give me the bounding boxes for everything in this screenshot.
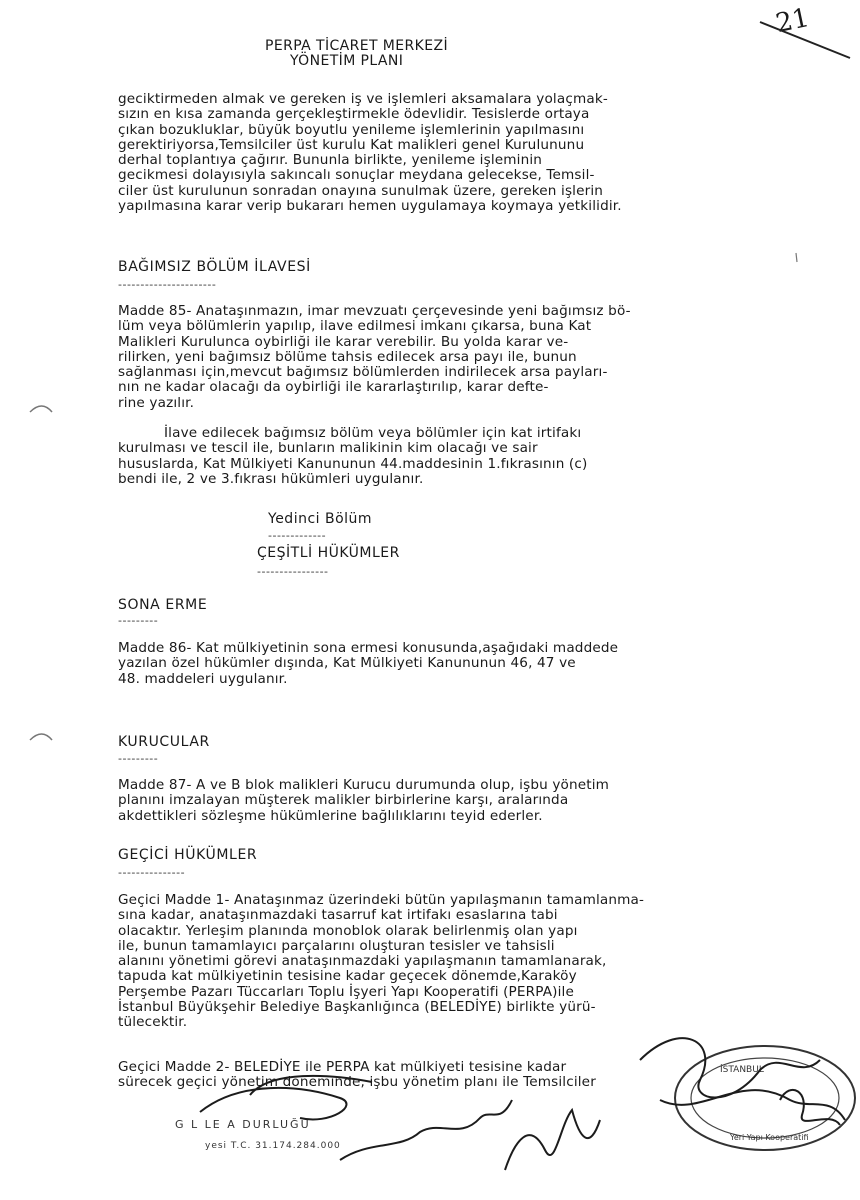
text-line: gecikmesi dolayısıyla sakıncalı sonuçlar meydana gelecekse, Temsil-	[118, 167, 595, 184]
signature-1	[200, 1088, 346, 1120]
text-line: Madde 85- Anataşınmazın, imar mevzuatı çerçevesinde yeni bağımsız bö-	[118, 303, 631, 319]
chapter-number: Yedinci Bölüm	[268, 511, 373, 527]
section-heading-bagimsiz: BAĞIMSIZ BÖLÜM İLAVESİ	[118, 259, 311, 275]
text-line: Malikleri Kurulunca oybirliği ile karar verebilir. Bu yolda karar ve-	[118, 333, 569, 350]
header-subtitle: YÖNETİM PLANI	[290, 53, 404, 69]
heading-underline: ---------	[118, 614, 159, 627]
chapter-title-underline: ----------------	[257, 565, 329, 578]
text-line: gerektiriyorsa,Temsilciler üst kurulu Kat malikleri genel Kurulununu	[118, 136, 585, 153]
text-line: Geçici Madde 2- BELEDİYE ile PERPA kat mülkiyeti tesisine kadar	[118, 1059, 567, 1075]
heading-underline: ----------------------	[118, 278, 217, 291]
text-line: Madde 86- Kat mülkiyetinin sona ermesi konusunda,aşağıdaki maddede	[118, 640, 619, 656]
page-number: 21	[773, 2, 812, 40]
signature-3	[505, 1110, 600, 1170]
heading-underline: ---------	[118, 752, 159, 765]
text-line: tapuda kat mülkiyetinin tesisine kadar geçecek dönemde,Karaköy	[118, 968, 577, 985]
header-title: PERPA TİCARET MERKEZİ	[265, 38, 448, 54]
punch-mark	[30, 406, 52, 412]
text-line: rilirken, yeni bağımsız bölüme tahsis edilecek arsa payı ile, bunun	[118, 348, 577, 365]
stamp-top-text: İSTANBUL	[720, 1065, 764, 1075]
text-line: alanını yönetimi görevi anataşınmazdaki yapılaşmanın tamamlanarak,	[118, 953, 607, 970]
text-line: nın ne kadar olacağı da oybirliği ile kararlaştırılıp, karar defte-	[118, 379, 549, 396]
text-line: hususlarda, Kat Mülkiyeti Kanununun 44.maddesinin 1.fıkrasının (c)	[118, 455, 588, 472]
text-line: geciktirmeden almak ve gereken iş ve işlemleri aksamalara yolaçmak-	[118, 91, 608, 107]
text-line: sürecek geçici yönetim döneminde, işbu yönetim planı ile Temsilciler	[118, 1074, 596, 1091]
chapter-number-underline: -------------	[268, 529, 327, 542]
text-line: yapılmasına karar verip bukararı hemen uygulamaya koymaya yetkilidir.	[118, 198, 622, 215]
text-line: planını imzalayan müşterek malikler birbirlerine karşı, aralarında	[118, 792, 569, 809]
chapter-title: ÇEŞİTLİ HÜKÜMLER	[257, 545, 400, 561]
text-line: olacaktır. Yerleşim planında monoblok olarak belirlenmiş olan yapı	[118, 922, 578, 939]
text-line: sağlanması için,mevcut bağımsız bölümlerden indirilecek arsa payları-	[118, 364, 608, 381]
text-line: ile, bunun tamamlayıcı parçalarını oluşturan tesisler ve tahsisli	[118, 937, 555, 954]
text-line: kurulması ve tescil ile, bunların malikinin kim olacağı ve sair	[118, 440, 538, 457]
text-line: İlave edilecek bağımsız bölüm veya bölümler için kat irtifakı	[164, 425, 582, 441]
text-line: İstanbul Büyükşehir Belediye Başkanlığınca (BELEDİYE) birlikte yürü-	[118, 999, 596, 1016]
section-heading-gecici: GEÇİCİ HÜKÜMLER	[118, 847, 258, 863]
section-heading-sona-erme: SONA ERME	[118, 597, 208, 613]
signature-1-stroke	[250, 1076, 372, 1095]
signature-2	[340, 1100, 512, 1160]
cooperative-stamp	[675, 1046, 855, 1150]
stamp-text-line: G L LE A DURLUĞU	[175, 1118, 311, 1131]
text-line: Perşembe Pazarı Tüccarları Toplu İşyeri Yapı Kooperatifi (PERPA)ile	[118, 983, 574, 1000]
margin-mark	[796, 253, 797, 262]
text-line: sına kadar, anataşınmazdaki tasarruf kat irtifakı esaslarına tabi	[118, 907, 558, 924]
text-line: derhal toplantıya çağırır. Bununla birlikte, yenileme işleminin	[118, 152, 543, 169]
section-heading-kurucular: KURUCULAR	[118, 734, 210, 750]
text-line: tülecektir.	[118, 1014, 188, 1031]
text-line: ciler üst kurulunun sonradan onayına sunulmak üzere, gereken işlerin	[118, 182, 604, 199]
heading-underline: ---------------	[118, 866, 186, 879]
signature-4-stroke	[660, 1090, 845, 1120]
text-line: lüm veya bölümlerin yapılıp, ilave edilmesi imkanı çıkarsa, buna Kat	[118, 318, 592, 335]
text-line: çıkan bozukluklar, büyük boyutlu yenileme işlemlerinin yapılmasını	[118, 121, 585, 138]
punch-mark	[30, 734, 52, 740]
stamp-text-line: yesi T.C. 31.174.284.000	[205, 1141, 341, 1151]
text-line: 48. maddeleri uygulanır.	[118, 670, 288, 687]
text-line: Geçici Madde 1- Anataşınmaz üzerindeki bütün yapılaşmanın tamamlanma-	[118, 892, 645, 908]
text-line: yazılan özel hükümler dışında, Kat Mülkiyeti Kanununun 46, 47 ve	[118, 655, 576, 672]
stamp-bottom-text: Yeri Yapı Kooperatifi	[730, 1133, 809, 1142]
page-corner-mark	[760, 22, 850, 58]
text-line: rine yazılır.	[118, 394, 195, 411]
text-line: bendi ile, 2 ve 3.fıkrası hükümleri uygulanır.	[118, 470, 424, 487]
text-line: Madde 87- A ve B blok malikleri Kurucu durumunda olup, işbu yönetim	[118, 777, 610, 793]
text-line: sızın en kısa zamanda gerçekleştirmekle ödevlidir. Tesislerde ortaya	[118, 106, 590, 123]
text-line: akdettikleri sözleşme hükümlerine bağlılıklarını teyid ederler.	[118, 807, 543, 824]
handwritten-signatures	[200, 1038, 845, 1170]
